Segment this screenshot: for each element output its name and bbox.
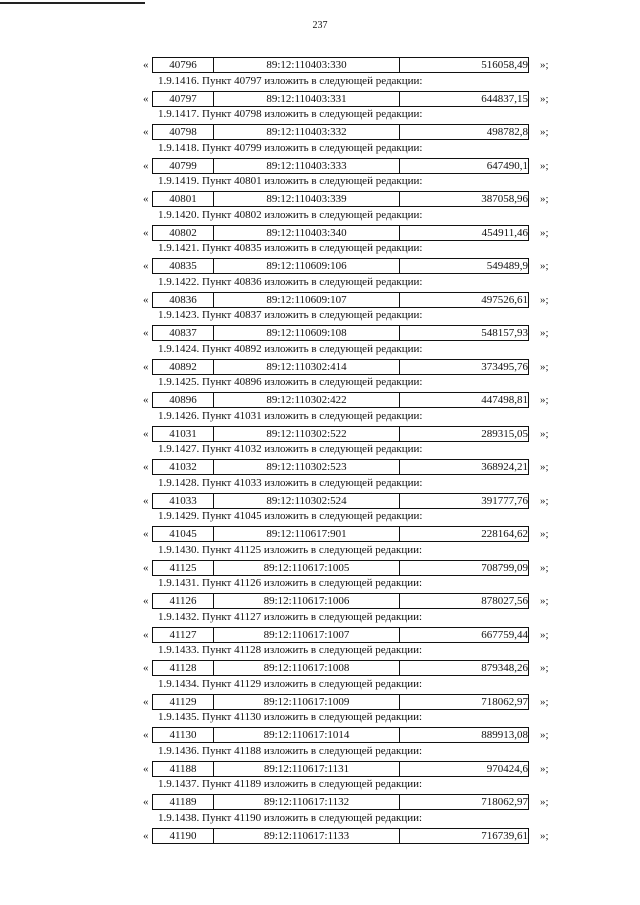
entry-block: [0, 74, 640, 108]
record-table: [152, 191, 529, 207]
table-row: [0, 761, 640, 777]
quote-open: «: [143, 126, 149, 138]
entry-block: [0, 476, 640, 510]
quote-open: «: [143, 494, 149, 507]
quote-open: «: [143, 159, 149, 172]
record-number: 40896: [153, 393, 214, 408]
cadastral-value: 879348,26: [400, 661, 529, 676]
record-table: [152, 526, 529, 542]
cadastral-value: 391777,76: [400, 493, 529, 508]
instruction-text: 1.9.1434. Пункт 41129 изложить в следующей редакции:: [158, 677, 423, 690]
cadastral-value: 454911,46: [400, 225, 529, 240]
cadastral-number: 89:12:110403:330: [214, 58, 400, 73]
quote-close: »;: [540, 494, 549, 507]
cadastral-value: 716739,61: [400, 828, 529, 843]
table-row: [0, 91, 640, 107]
quote-close: »;: [540, 695, 549, 708]
cadastral-number: 89:12:110403:331: [214, 91, 400, 106]
entry-block: [0, 811, 640, 845]
table-row: [0, 560, 640, 576]
record-number: 40796: [153, 58, 214, 73]
instruction-text: 1.9.1430. Пункт 41125 изложить в следующей редакции:: [158, 543, 423, 556]
record-table: [152, 292, 529, 308]
instruction-text: 1.9.1419. Пункт 40801 изложить в следующей редакции:: [158, 175, 423, 187]
instruction-text: 1.9.1420. Пункт 40802 изложить в следующей редакции:: [158, 208, 423, 221]
instruction-text: 1.9.1426. Пункт 41031 изложить в следующей редакции:: [158, 409, 423, 422]
record-number: 41125: [153, 560, 214, 575]
quote-close: »;: [540, 260, 549, 272]
quote-close: »;: [540, 528, 549, 540]
quote-open: «: [143, 595, 149, 607]
cadastral-number: 89:12:110609:107: [214, 292, 400, 307]
entry-block: [0, 543, 640, 577]
quote-open: «: [143, 528, 149, 540]
cadastral-value: 647490,1: [400, 158, 529, 173]
record-number: 40801: [153, 192, 214, 207]
table-row: [0, 292, 640, 308]
cadastral-value: 447498,81: [400, 393, 529, 408]
cadastral-value: 970424,6: [400, 761, 529, 776]
quote-close: »;: [540, 226, 549, 239]
quote-open: «: [143, 226, 149, 239]
quote-open: «: [143, 193, 149, 205]
quote-open: «: [143, 260, 149, 272]
cadastral-number: 89:12:110302:524: [214, 493, 400, 508]
record-number: 40798: [153, 125, 214, 140]
quote-close: »;: [540, 293, 549, 306]
quote-open: «: [143, 293, 149, 306]
instruction-text: 1.9.1438. Пункт 41190 изложить в следующей редакции:: [158, 811, 423, 824]
quote-close: »;: [540, 829, 549, 842]
cadastral-value: 368924,21: [400, 460, 529, 475]
cadastral-value: 289315,05: [400, 426, 529, 441]
entry-block: [0, 107, 640, 141]
cadastral-value: 667759,44: [400, 627, 529, 642]
cadastral-number: 89:12:110617:1007: [214, 627, 400, 642]
cadastral-number: 89:12:110302:422: [214, 393, 400, 408]
entry-block: [0, 141, 640, 175]
quote-close: »;: [540, 796, 549, 808]
record-table: [152, 124, 529, 140]
record-table: [152, 325, 529, 341]
cadastral-value: 497526,61: [400, 292, 529, 307]
cadastral-number: 89:12:110617:1132: [214, 795, 400, 810]
record-number: 40835: [153, 259, 214, 274]
quote-open: «: [143, 829, 149, 842]
instruction-text: 1.9.1418. Пункт 40799 изложить в следующей редакции:: [158, 141, 423, 154]
record-table: [152, 560, 529, 576]
entry-block: [0, 576, 640, 610]
instruction-text: 1.9.1424. Пункт 40892 изложить в следующей редакции:: [158, 342, 423, 355]
table-row: [0, 794, 640, 810]
record-number: 41127: [153, 627, 214, 642]
record-number: 41190: [153, 828, 214, 843]
table-row: [0, 627, 640, 643]
table-row: [0, 493, 640, 509]
quote-close: »;: [540, 628, 549, 641]
quote-open: «: [143, 729, 149, 741]
quote-close: »;: [540, 327, 549, 339]
instruction-text: 1.9.1429. Пункт 41045 изложить в следующей редакции:: [158, 510, 423, 522]
table-row: [0, 359, 640, 375]
record-number: 40802: [153, 225, 214, 240]
entry-block: [0, 442, 640, 476]
quote-open: «: [143, 662, 149, 674]
instruction-text: 1.9.1427. Пункт 41032 изложить в следующей редакции:: [158, 443, 423, 455]
entry-block: [0, 744, 640, 778]
quote-close: »;: [540, 92, 549, 105]
table-row: [0, 727, 640, 743]
record-table: [152, 493, 529, 509]
quote-open: «: [143, 561, 149, 574]
quote-open: «: [143, 796, 149, 808]
cadastral-number: 89:12:110302:522: [214, 426, 400, 441]
cadastral-number: 89:12:110617:1014: [214, 728, 400, 743]
record-number: 41188: [153, 761, 214, 776]
entry-block: [0, 241, 640, 275]
instruction-text: 1.9.1431. Пункт 41126 изложить в следующей редакции:: [158, 577, 423, 589]
entry-block: [0, 610, 640, 644]
quote-close: »;: [540, 193, 549, 205]
quote-close: »;: [540, 394, 549, 406]
quote-close: »;: [540, 59, 549, 71]
instruction-text: 1.9.1417. Пункт 40798 изложить в следующей редакции:: [158, 108, 423, 120]
record-number: 41033: [153, 493, 214, 508]
cadastral-value: 498782,8: [400, 125, 529, 140]
page-number: 237: [312, 20, 328, 31]
cadastral-value: 644837,15: [400, 91, 529, 106]
record-table: [152, 359, 529, 375]
instruction-text: 1.9.1437. Пункт 41189 изложить в следующей редакции:: [158, 778, 423, 790]
cadastral-number: 89:12:110617:901: [214, 527, 400, 542]
quote-close: »;: [540, 662, 549, 674]
record-table: [152, 627, 529, 643]
instruction-text: 1.9.1432. Пункт 41127 изложить в следующей редакции:: [158, 610, 423, 623]
instruction-text: 1.9.1425. Пункт 40896 изложить в следующей редакции:: [158, 376, 423, 388]
entry-block: [0, 409, 640, 443]
entry-block: [0, 710, 640, 744]
entry-block: [0, 174, 640, 208]
quote-close: »;: [540, 729, 549, 741]
table-row: [0, 459, 640, 475]
table-row: [0, 694, 640, 710]
entry-block: [0, 375, 640, 409]
entry-block: [0, 677, 640, 711]
cadastral-value: 373495,76: [400, 359, 529, 374]
instruction-text: 1.9.1416. Пункт 40797 изложить в следующей редакции:: [158, 74, 423, 87]
record-number: 41129: [153, 694, 214, 709]
quote-close: »;: [540, 360, 549, 373]
record-number: 41130: [153, 728, 214, 743]
cadastral-value: 718062,97: [400, 694, 529, 709]
quote-close: »;: [540, 159, 549, 172]
table-row: [0, 593, 640, 609]
table-row: [0, 191, 640, 207]
record-number: 41045: [153, 527, 214, 542]
table-row: [0, 392, 640, 408]
top-rule: [0, 2, 145, 4]
instruction-text: 1.9.1428. Пункт 41033 изложить в следующей редакции:: [158, 476, 423, 489]
quote-close: »;: [540, 595, 549, 607]
quote-open: «: [143, 461, 149, 473]
quote-close: »;: [540, 126, 549, 138]
record-number: 41031: [153, 426, 214, 441]
instruction-text: 1.9.1436. Пункт 41188 изложить в следующей редакции:: [158, 744, 423, 757]
quote-open: «: [143, 762, 149, 775]
entry-block: [0, 208, 640, 242]
entry-block: [0, 509, 640, 543]
record-table: [152, 57, 529, 73]
quote-open: «: [143, 360, 149, 373]
record-table: [152, 694, 529, 710]
cadastral-number: 89:12:110617:1133: [214, 828, 400, 843]
record-table: [152, 794, 529, 810]
instruction-text: 1.9.1422. Пункт 40836 изложить в следующей редакции:: [158, 275, 423, 288]
cadastral-value: 516058,49: [400, 58, 529, 73]
quote-open: «: [143, 327, 149, 339]
record-table: [152, 459, 529, 475]
entry-block: [0, 342, 640, 376]
cadastral-number: 89:12:110403:332: [214, 125, 400, 140]
cadastral-value: 548157,93: [400, 326, 529, 341]
record-table: [152, 225, 529, 241]
record-table: [152, 593, 529, 609]
cadastral-value: 889913,08: [400, 728, 529, 743]
instruction-text: 1.9.1421. Пункт 40835 изложить в следующей редакции:: [158, 242, 423, 254]
quote-open: «: [143, 59, 149, 71]
record-number: 40797: [153, 91, 214, 106]
record-number: 41189: [153, 795, 214, 810]
record-number: 40892: [153, 359, 214, 374]
record-number: 40837: [153, 326, 214, 341]
cadastral-number: 89:12:110302:523: [214, 460, 400, 475]
quote-open: «: [143, 427, 149, 440]
cadastral-number: 89:12:110609:106: [214, 259, 400, 274]
quote-open: «: [143, 92, 149, 105]
table-row: [0, 526, 640, 542]
table-row: [0, 426, 640, 442]
record-number: 40799: [153, 158, 214, 173]
table-row: [0, 258, 640, 274]
instruction-text: 1.9.1435. Пункт 41130 изложить в следующей редакции:: [158, 711, 423, 723]
cadastral-number: 89:12:110302:414: [214, 359, 400, 374]
quote-open: «: [143, 695, 149, 708]
cadastral-value: 228164,62: [400, 527, 529, 542]
instruction-text: 1.9.1433. Пункт 41128 изложить в следующей редакции:: [158, 644, 423, 656]
record-table: [152, 426, 529, 442]
cadastral-number: 89:12:110617:1009: [214, 694, 400, 709]
record-table: [152, 761, 529, 777]
quote-close: »;: [540, 461, 549, 473]
entry-block: [0, 275, 640, 309]
entry-first: [0, 57, 640, 74]
cadastral-number: 89:12:110403:339: [214, 192, 400, 207]
cadastral-number: 89:12:110617:1006: [214, 594, 400, 609]
cadastral-value: 549489,9: [400, 259, 529, 274]
instruction-text: 1.9.1423. Пункт 40837 изложить в следующей редакции:: [158, 309, 423, 321]
table-row: [0, 828, 640, 844]
quote-open: «: [143, 394, 149, 406]
cadastral-number: 89:12:110617:1005: [214, 560, 400, 575]
cadastral-value: 718062,97: [400, 795, 529, 810]
entry-block: [0, 777, 640, 811]
record-table: [152, 158, 529, 174]
cadastral-value: 387058,96: [400, 192, 529, 207]
cadastral-number: 89:12:110403:333: [214, 158, 400, 173]
record-number: 41032: [153, 460, 214, 475]
cadastral-number: 89:12:110617:1131: [214, 761, 400, 776]
record-table: [152, 828, 529, 844]
record-number: 41126: [153, 594, 214, 609]
table-row: [0, 325, 640, 341]
cadastral-number: 89:12:110617:1008: [214, 661, 400, 676]
cadastral-number: 89:12:110403:340: [214, 225, 400, 240]
record-table: [152, 727, 529, 743]
table-row: [0, 124, 640, 140]
quote-close: »;: [540, 561, 549, 574]
quote-open: «: [143, 628, 149, 641]
record-number: 40836: [153, 292, 214, 307]
cadastral-value: 708799,09: [400, 560, 529, 575]
cadastral-value: 878027,56: [400, 594, 529, 609]
table-row: [0, 57, 640, 73]
record-table: [152, 392, 529, 408]
table-row: [0, 158, 640, 174]
entry-block: [0, 308, 640, 342]
record-table: [152, 258, 529, 274]
record-number: 41128: [153, 661, 214, 676]
record-table: [152, 91, 529, 107]
table-row: [0, 660, 640, 676]
record-table: [152, 660, 529, 676]
quote-close: »;: [540, 762, 549, 775]
table-row: [0, 225, 640, 241]
cadastral-number: 89:12:110609:108: [214, 326, 400, 341]
quote-close: »;: [540, 427, 549, 440]
entry-block: [0, 643, 640, 677]
